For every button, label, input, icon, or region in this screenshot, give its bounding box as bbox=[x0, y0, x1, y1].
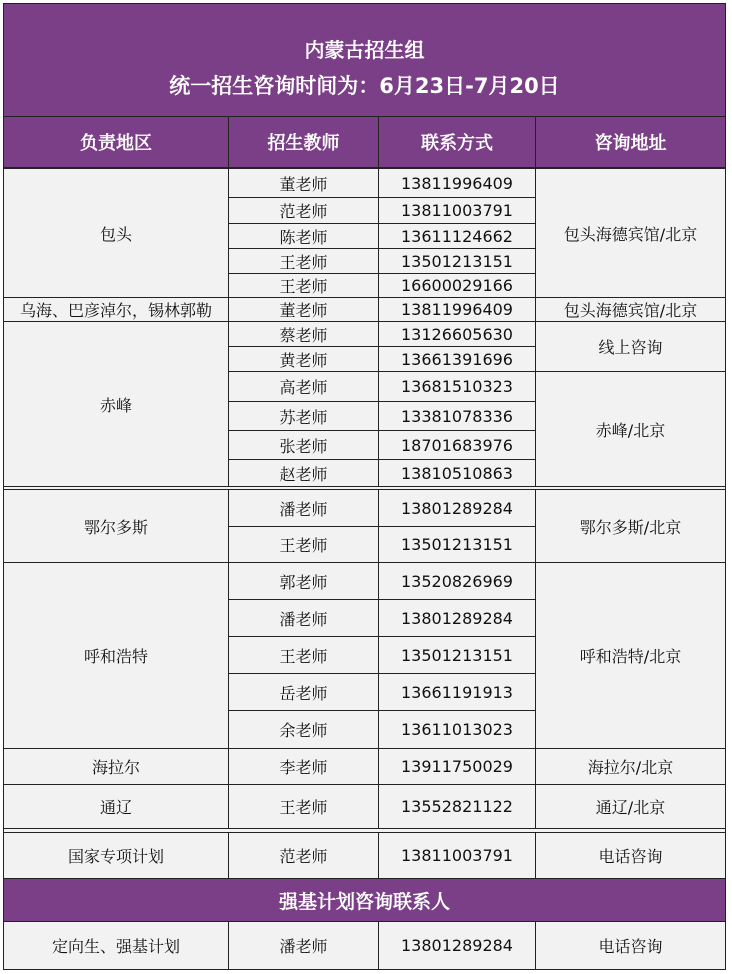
teacher-phone: 13811996409 bbox=[378, 297, 536, 322]
address-cell: 赤峰/北京 bbox=[535, 371, 726, 487]
address-cell: 鄂尔多斯/北京 bbox=[535, 489, 726, 563]
teacher-name: 高老师 bbox=[228, 371, 379, 402]
table-title-block bbox=[3, 3, 726, 117]
region-cell: 国家专项计划 bbox=[3, 832, 229, 879]
table-title: 内蒙古招生组 bbox=[304, 38, 425, 62]
address-cell: 呼和浩特/北京 bbox=[535, 562, 726, 749]
teacher-name: 余老师 bbox=[228, 710, 379, 749]
region-cell: 呼和浩特 bbox=[3, 562, 229, 749]
teacher-name: 潘老师 bbox=[228, 489, 379, 527]
teacher-phone: 13811003791 bbox=[378, 832, 536, 879]
teacher-phone: 13661191913 bbox=[378, 673, 536, 711]
strong-foundation-contact-band: 强基计划咨询联系人 bbox=[3, 878, 726, 922]
teacher-name: 陈老师 bbox=[228, 223, 379, 249]
header-teacher: 招生教师 bbox=[228, 116, 379, 168]
teacher-name: 王老师 bbox=[228, 784, 379, 829]
header-address: 咨询地址 bbox=[535, 116, 726, 168]
teacher-phone: 13552821122 bbox=[378, 784, 536, 829]
teacher-phone: 13611013023 bbox=[378, 710, 536, 749]
region-cell: 包头 bbox=[3, 168, 229, 298]
teacher-phone: 13520826969 bbox=[378, 562, 536, 600]
region-cell: 通辽 bbox=[3, 784, 229, 829]
teacher-phone: 13811003791 bbox=[378, 197, 536, 224]
header-contact: 联系方式 bbox=[378, 116, 536, 168]
address-cell: 通辽/北京 bbox=[535, 784, 726, 829]
teacher-name: 王老师 bbox=[228, 526, 379, 563]
teacher-name: 王老师 bbox=[228, 248, 379, 274]
region-cell: 鄂尔多斯 bbox=[3, 489, 229, 563]
teacher-phone: 13911750029 bbox=[378, 748, 536, 785]
teacher-name: 张老师 bbox=[228, 430, 379, 460]
region-cell: 海拉尔 bbox=[3, 748, 229, 785]
address-cell: 包头海德宾馆/北京 bbox=[535, 168, 726, 298]
teacher-phone: 13810510863 bbox=[378, 459, 536, 487]
teacher-phone: 13801289284 bbox=[378, 489, 536, 527]
header-region: 负责地区 bbox=[3, 116, 229, 168]
consultation-period: 统一招生咨询时间为：6月23日-7月20日 bbox=[169, 74, 560, 98]
teacher-phone: 13801289284 bbox=[378, 599, 536, 637]
teacher-phone: 13126605630 bbox=[378, 321, 536, 347]
teacher-phone: 13381078336 bbox=[378, 401, 536, 431]
teacher-name: 王老师 bbox=[228, 636, 379, 674]
teacher-name: 苏老师 bbox=[228, 401, 379, 431]
teacher-name: 蔡老师 bbox=[228, 321, 379, 347]
teacher-phone: 13611124662 bbox=[378, 223, 536, 249]
teacher-name: 郭老师 bbox=[228, 562, 379, 600]
teacher-name: 赵老师 bbox=[228, 459, 379, 487]
teacher-phone: 13801289284 bbox=[378, 921, 536, 970]
teacher-name: 范老师 bbox=[228, 832, 379, 879]
address-cell: 线上咨询 bbox=[535, 321, 726, 372]
teacher-phone: 13681510323 bbox=[378, 371, 536, 402]
teacher-name: 李老师 bbox=[228, 748, 379, 785]
teacher-name: 董老师 bbox=[228, 297, 379, 322]
teacher-name: 岳老师 bbox=[228, 673, 379, 711]
teacher-name: 黄老师 bbox=[228, 346, 379, 372]
teacher-name: 潘老师 bbox=[228, 921, 379, 970]
address-cell: 海拉尔/北京 bbox=[535, 748, 726, 785]
teacher-phone: 13811996409 bbox=[378, 168, 536, 198]
teacher-phone: 13501213151 bbox=[378, 526, 536, 563]
teacher-name: 潘老师 bbox=[228, 599, 379, 637]
teacher-phone: 13501213151 bbox=[378, 636, 536, 674]
region-cell: 乌海、巴彦淖尔，锡林郭勒 bbox=[3, 297, 229, 322]
teacher-phone: 16600029166 bbox=[378, 273, 536, 298]
teacher-phone: 13661391696 bbox=[378, 346, 536, 372]
address-cell: 电话咨询 bbox=[535, 921, 726, 970]
teacher-name: 董老师 bbox=[228, 168, 379, 198]
region-cell: 赤峰 bbox=[3, 321, 229, 487]
region-cell: 定向生、强基计划 bbox=[3, 921, 229, 970]
teacher-phone: 18701683976 bbox=[378, 430, 536, 460]
teacher-name: 王老师 bbox=[228, 273, 379, 298]
address-cell: 包头海德宾馆/北京 bbox=[535, 297, 726, 322]
teacher-phone: 13501213151 bbox=[378, 248, 536, 274]
teacher-name: 范老师 bbox=[228, 197, 379, 224]
address-cell: 电话咨询 bbox=[535, 832, 726, 879]
